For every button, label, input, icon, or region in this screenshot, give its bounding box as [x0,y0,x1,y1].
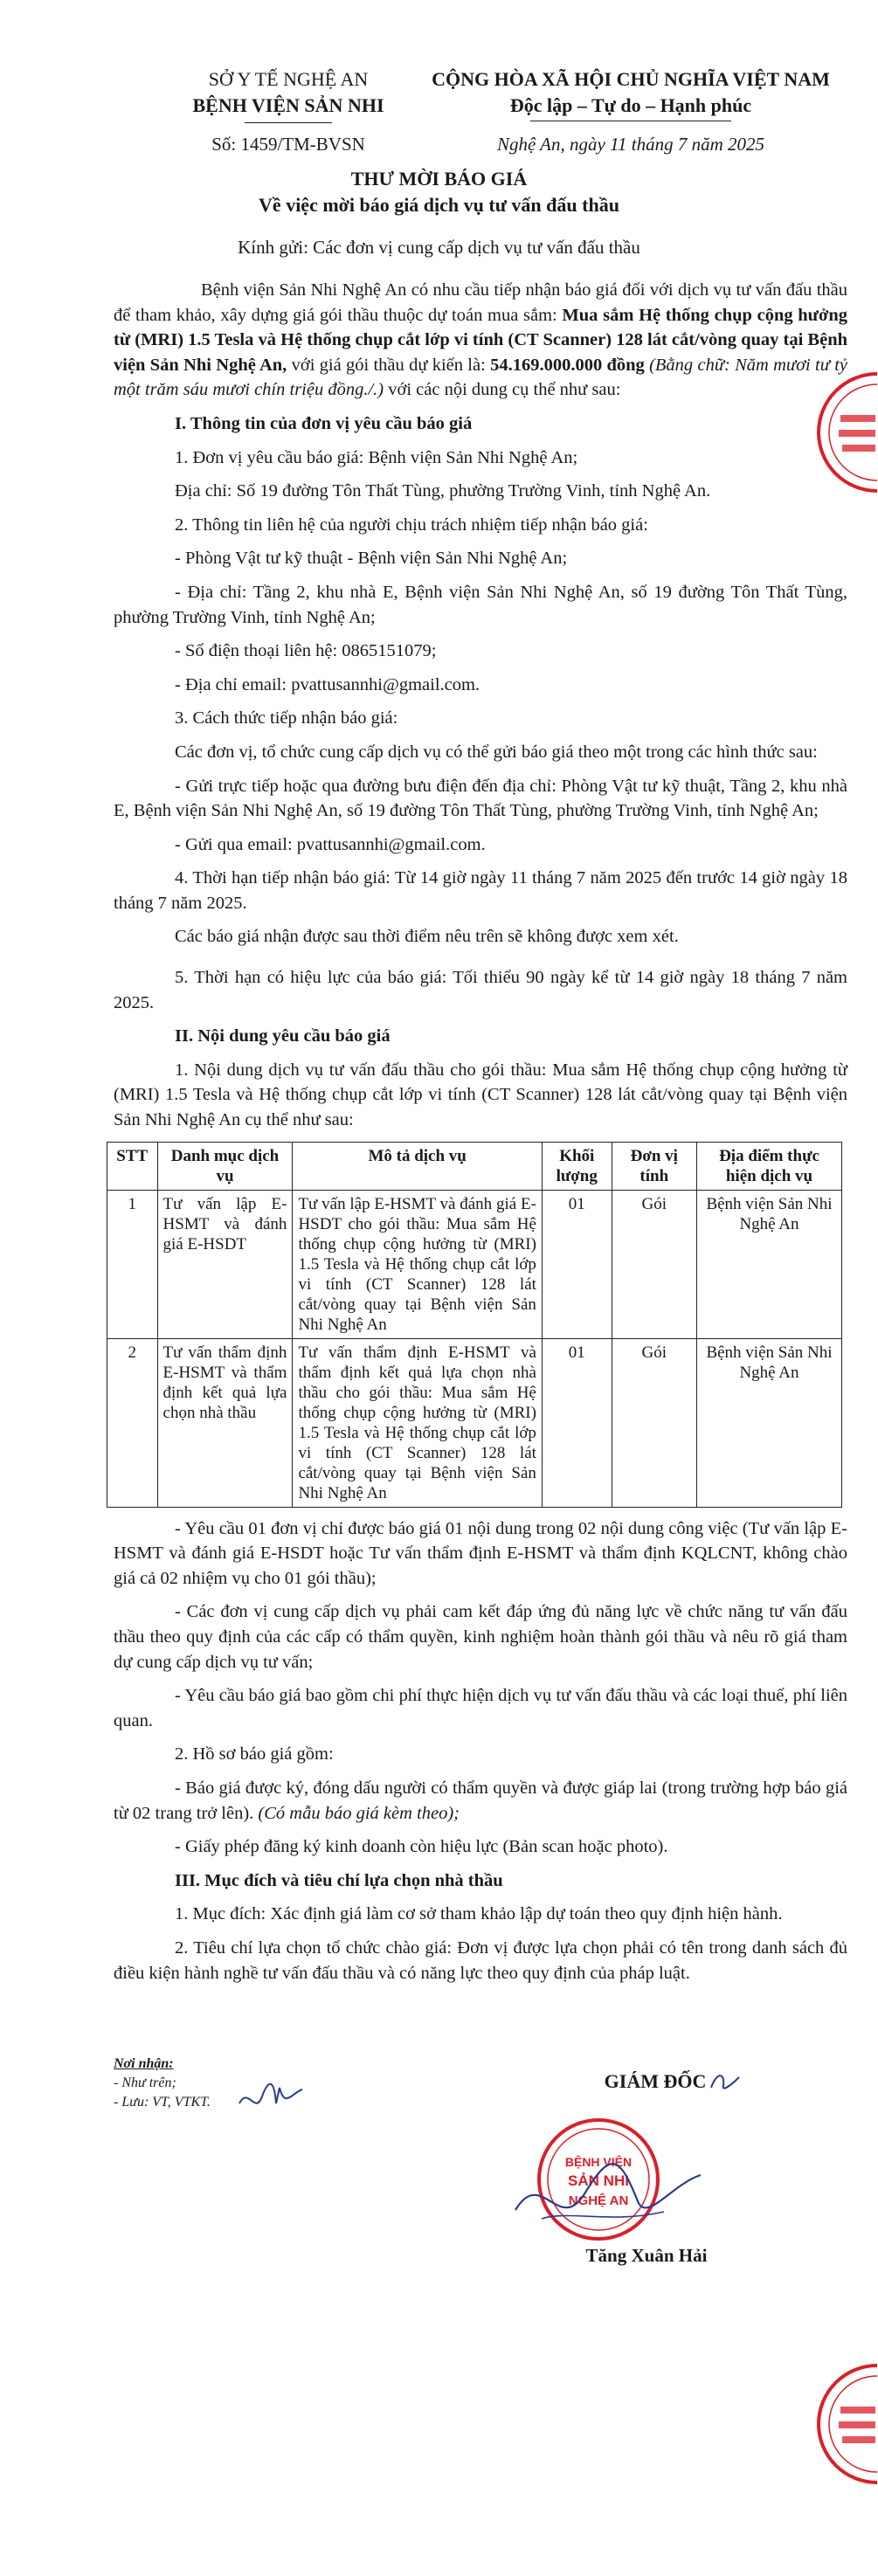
section1-line: 3. Cách thức tiếp nhận báo giá: [175,708,398,729]
table-header-cell: Đơn vị tính [612,1142,696,1190]
recipient-item: - Lưu: VT, VTKT. [114,2095,211,2110]
intro-text-b: với giá gói thầu dự kiến là: [287,355,491,375]
intro-amount: 54.169.000.000 đồng [490,355,645,375]
quote-docs-text: - Báo giá được ký, đóng dấu người có thẩm quyền và được giáp lai (trong trường hợp báo giá từ 02 trang trở lên). [114,1778,847,1823]
section1-line: 1. Đơn vị yêu cầu báo giá: Bệnh viện Sản Nhi Nghệ An; [175,447,578,467]
section2-note: 2. Hồ sơ báo giá gồm: [175,1744,334,1765]
signer-title: GIÁM ĐỐC [604,2070,707,2092]
section2-line: 1. Nội dung dịch vụ tư vấn đấu thầu cho gói thầu: Mua sắm Hệ thống chụp cộng hưởng từ (MRI) 1.5 Tesla và Hệ thống chụp cắt lớp vi tính (CT Scanner) 128 lát cắt/vòng quay tại Bệnh viện Sản Nhi Nghệ An cụ thể như sau: [114,1060,847,1130]
stamp-text-line2: SẢN NHI [568,2172,629,2189]
table-header-cell: Địa điểm thực hiện dịch vụ [696,1142,841,1190]
service-table [107,1142,842,1508]
section1-line: - Địa chỉ: Tầng 2, khu nhà E, Bệnh viện Sản Nhi Nghệ An, số 19 đường Tôn Thất Tùng, phường Trường Vinh, tỉnh Nghệ An; [114,582,847,627]
table-cell: 01 [542,1338,612,1507]
table-header-row [107,1142,842,1190]
section1-line: Các báo giá nhận được sau thời điểm nêu trên sẽ không được xem xét. [175,927,679,947]
section2-note [114,1776,847,1826]
table-row [107,1190,842,1338]
section3-line: 1. Mục đích: Xác định giá làm cơ sở tham khảo lập dự toán theo quy định hiện hành. [175,1904,783,1924]
section2-note: - Yêu cầu báo giá bao gồm chi phí thực hiện dịch vụ tư vấn đấu thầu và các loại thuế, phí liên quan. [114,1686,847,1730]
issuer-underline [245,122,332,123]
table-cell: Gói [612,1190,696,1338]
document-subtitle: Về việc mời báo giá dịch vụ tư vấn đấu thầu [259,194,619,216]
issuer-hospital: BỆNH VIỆN SẢN NHI [192,94,384,116]
recipient-item: - Như trên; [114,2075,176,2090]
section2-heading: II. Nội dung yêu cầu báo giá [175,1026,391,1046]
intro-amount-words: (Bằng chữ: Năm mươi tư tỷ một trăm sáu mươi chín triệu đồng./.) [114,355,847,400]
document-body [114,278,847,1994]
recipients-title: Nơi nhận: [114,2056,174,2071]
edge-seal-top-icon [821,367,878,498]
table-cell: Bệnh viện Sản Nhi Nghệ An [696,1190,841,1338]
stamp-text-line3: NGHỆ AN [568,2193,629,2208]
title-block [0,166,878,260]
section2-note: - Yêu cầu 01 đơn vị chỉ được báo giá 01 nội dung trong 02 nội dung công việc (Tư vấn lập E-HSMT và đánh giá E-HSDT hoặc Tư vấn thẩm định E-HSMT và thẩm định KQLCNT, không chào giá cả 02 nhiệm vụ cho 01 gói thầu); [114,1518,847,1588]
section1-line: - Số điện thoại liên hệ: 0865151079; [175,641,437,661]
intro-package-name: Mua sắm Hệ thống chụp cộng hưởng từ (MRI) 1.5 Tesla và Hệ thống chụp cắt lớp vi tính (CT Scanner) 128 lát cắt/vòng quay tại Bệnh viện Sản Nhi Nghệ An, [114,305,847,375]
table-cell: 01 [542,1190,612,1338]
edge-seal-bottom-icon [821,2358,878,2490]
table-header-cell: Mô tả dịch vụ [293,1142,542,1190]
section3-heading: III. Mục đích và tiêu chí lựa chọn nhà thầu [175,1870,503,1890]
document-title: THƯ MỜI BÁO GIÁ [350,168,528,190]
table-cell: 1 [107,1190,158,1338]
table-cell: Tư vấn thẩm định E-HSMT và thẩm định kết quả lựa chọn nhà thầu cho gói thầu: Mua sắm Hệ thống chụp cộng hưởng từ (MRI) 1.5 Tesla và Hệ thống chụp cắt lớp vi tính (CT Scanner) 128 lát cắt/vòng quay tại Bệnh viện Sản Nhi Nghệ An [293,1338,542,1507]
document-number: Số: 1459/TM-BVSN [211,134,365,155]
initial-signature-icon [236,2077,306,2121]
section1-line: - Phòng Vật tư kỹ thuật - Bệnh viện Sản Nhi Nghệ An; [175,549,568,569]
section1-line: 5. Thời hạn có hiệu lực của báo giá: Tối thiểu 90 ngày kể từ 14 giờ ngày 18 tháng 7 năm 2025. [114,968,847,1012]
table-header-cell: Khối lượng [542,1142,612,1190]
section1-line: 2. Thông tin liên hệ của người chịu trách nhiệm tiếp nhận báo giá: [175,515,648,535]
issuer-department: SỞ Y TẾ NGHỆ AN [208,68,369,90]
table-cell: 2 [107,1338,158,1507]
recipient-line: Kính gửi: Các đơn vị cung cấp dịch vụ tư vấn đấu thầu [238,237,640,258]
stamp-text-line1: BỆNH VIỆN [564,2155,633,2169]
section1-line: - Địa chỉ email: pvattusannhi@gmail.com. [175,674,480,694]
section2-note: - Các đơn vị cung cấp dịch vụ phải cam kết đáp ứng đủ năng lực về chức năng tư vấn đấu thầu theo quy định của các cấp có thẩm quyền, kinh nghiệm hoàn thành gói thầu và nêu rõ giá tham dự cung cấp dịch vụ tư vấn; [114,1602,847,1672]
table-header-cell: Danh mục dịch vụ [157,1142,293,1190]
table-row [107,1338,842,1507]
table-cell: Bệnh viện Sản Nhi Nghệ An [696,1338,841,1507]
table-cell: Tư vấn lập E-HSMT và đánh giá E-HSDT cho gói thầu: Mua sắm Hệ thống chụp cộng hưởng từ (MRI) 1.5 Tesla và Hệ thống chụp cắt lớp vi tính (CT Scanner) 128 lát cắt/vòng quay tại Bệnh viện Sản Nhi Nghệ An [293,1190,542,1338]
section1-line: - Gửi qua email: pvattusannhi@gmail.com. [175,834,486,854]
section1-heading: I. Thông tin của đơn vị yêu cầu báo giá [175,413,473,433]
national-motto-line1: CỘNG HÒA XÃ HỘI CHỦ NGHĨA VIỆT NAM [432,68,830,90]
section3-line: 2. Tiêu chí lựa chọn tổ chức chào giá: Đơn vị được lựa chọn phải có tên trong danh sách đủ điều kiện hành nghề tư vấn đấu thầu và có năng lực theo quy định của pháp luật. [114,1937,847,1983]
section1-line: - Gửi trực tiếp hoặc qua đường bưu điện đến địa chỉ: Phòng Vật tư kỹ thuật, Tầng 2, khu nhà E, Bệnh viện Sản Nhi Nghệ An, số 19 đường Tôn Thất Tùng, phường Trường Vinh, tỉnh Nghệ An; [114,776,847,821]
signer-name: Tăng Xuân Hải [585,2245,708,2266]
table-cell: Gói [612,1338,696,1507]
intro-text-c: với các nội dung cụ thể như sau: [384,380,621,400]
title-flourish-icon [708,2068,743,2095]
table-cell: Tư vấn lập E-HSMT và đánh giá E-HSDT [157,1190,293,1338]
national-motto-line2: Độc lập – Tự do – Hạnh phúc [509,94,752,116]
section1-line: 4. Thời hạn tiếp nhận báo giá: Từ 14 giờ ngày 11 tháng 7 năm 2025 đến trước 14 giờ ngày 18 tháng 7 năm 2025. [114,868,847,913]
intro-text-a: Bệnh viện Sản Nhi Nghệ An có nhu cầu tiếp nhận báo giá đối với dịch vụ tư vấn đấu thầu để tham khảo, xây dựng giá gói thầu thuộc dự toán mua sắm: [114,280,847,325]
director-signature-icon [507,2149,708,2245]
section2-note: - Giấy phép đăng ký kinh doanh còn hiệu lực (Bản scan hoặc photo). [175,1837,668,1857]
place-date: Nghệ An, ngày 11 tháng 7 năm 2025 [496,134,765,155]
national-block [395,66,867,157]
section1-line: Các đơn vị, tổ chức cung cấp dịch vụ có thể gửi báo giá theo một trong các hình thức sau: [175,742,818,762]
table-header-cell: STT [107,1142,158,1190]
intro-paragraph [114,278,847,403]
section1-line: Địa chỉ: Số 19 đường Tôn Thất Tùng, phường Trường Vinh, tỉnh Nghệ An. [175,481,711,501]
quote-docs-italic: (Có mẫu báo giá kèm theo); [258,1803,460,1823]
table-cell: Tư vấn thẩm định E-HSMT và thẩm định kết quả lựa chọn nhà thầu [157,1338,293,1507]
